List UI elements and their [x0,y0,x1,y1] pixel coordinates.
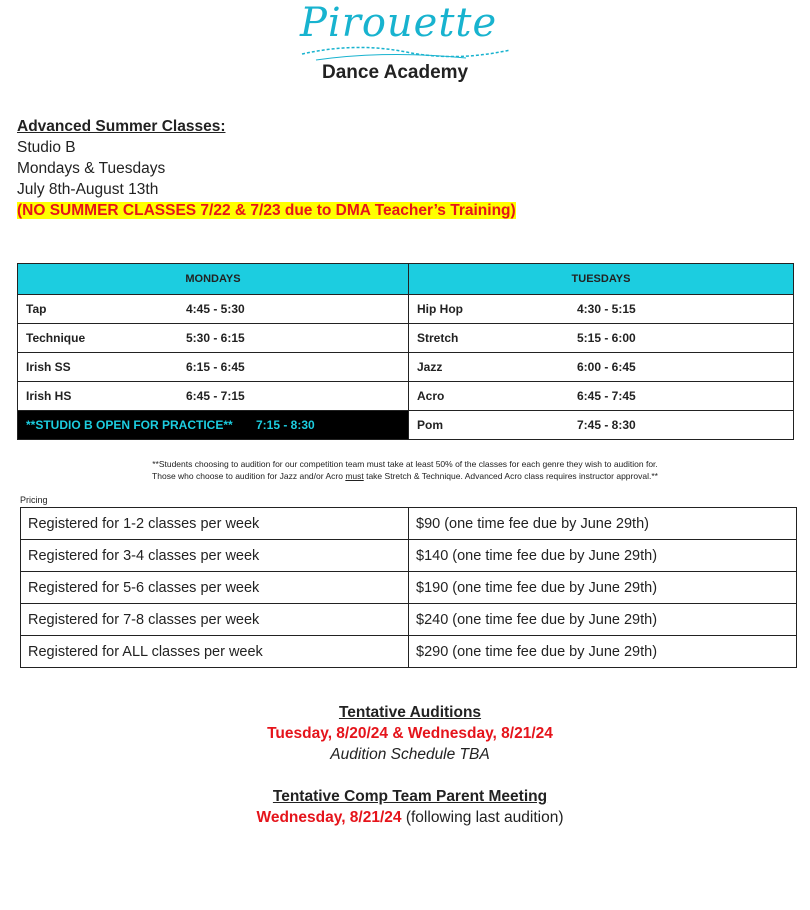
audition-schedule: Audition Schedule TBA [330,746,490,763]
header-mondays: MONDAYS [18,264,409,295]
note-must: must [345,471,364,481]
meeting-heading: Tentative Comp Team Parent Meeting [272,788,548,805]
class-name: Stretch [417,331,459,345]
logo-subtitle: Dance Academy [322,62,469,83]
class-time: 6:00 - 6:45 [577,360,636,374]
note-line-2-end: take Stretch & Technique. Advanced Acro class requires instructor approval.** [363,471,658,481]
pricing-row [21,540,797,572]
schedule-row [18,353,794,382]
class-time: 7:45 - 8:30 [577,418,636,432]
pricing-table [20,507,797,668]
class-name: Tap [26,302,47,316]
schedule-row [18,324,794,353]
class-name: **STUDIO B OPEN FOR PRACTICE** [26,418,233,432]
note-line-1: **Students choosing to audition for our competition team must take at least 50% of the classes for each genre they wish to audition for. [152,459,658,469]
class-time: 7:15 - 8:30 [256,418,315,432]
note-line-2 [0,470,810,482]
class-name: Acro [417,389,445,403]
tuesday-class [409,353,794,382]
intro-studio: Studio B [17,139,76,156]
meeting-details [0,807,810,828]
schedule-header-row [18,264,794,295]
pricing-price: $290 (one time fee due by June 29th) [409,636,797,668]
audition-requirements-note [0,458,810,482]
meeting-date: Wednesday, 8/21/24 [256,809,402,826]
class-time: 5:15 - 6:00 [577,331,636,345]
pricing-price: $240 (one time fee due by June 29th) [409,604,797,636]
schedule-row [18,411,794,440]
pricing-tier: Registered for 3-4 classes per week [21,540,409,572]
tuesday-class [409,324,794,353]
intro-dates: July 8th-August 13th [17,181,159,198]
monday-class [18,382,409,411]
class-schedule-table [17,263,794,440]
class-name: Irish HS [26,389,72,403]
class-name: Pom [417,418,444,432]
pricing-row [21,572,797,604]
monday-class [18,295,409,324]
parent-meeting-block [0,786,810,828]
schedule-row [18,295,794,324]
audition-dates: Tuesday, 8/20/24 & Wednesday, 8/21/24 [267,725,553,742]
class-time: 6:15 - 6:45 [186,360,245,374]
no-class-alert: (NO SUMMER CLASSES 7/22 & 7/23 due to DMA Teacher’s Training) [17,202,516,219]
class-time: 5:30 - 6:15 [186,331,245,345]
class-time: 4:30 - 5:15 [577,302,636,316]
pricing-tier: Registered for 7-8 classes per week [21,604,409,636]
class-time: 6:45 - 7:15 [186,389,245,403]
pricing-row [21,508,797,540]
tuesday-class [409,295,794,324]
class-name: Irish SS [26,360,71,374]
monday-class [18,353,409,382]
class-time: 4:45 - 5:30 [186,302,245,316]
intro-block [17,116,516,221]
meeting-detail: (following last audition) [401,809,564,826]
class-name: Hip Hop [417,302,463,316]
header-tuesdays: TUESDAYS [409,264,794,295]
monday-class [18,324,409,353]
pricing-row [21,604,797,636]
tuesday-class [409,411,794,440]
note-line-2-start: Those who choose to audition for Jazz and/or Acro [152,471,346,481]
pricing-tier: Registered for 5-6 classes per week [21,572,409,604]
class-name: Jazz [417,360,443,374]
pricing-price: $190 (one time fee due by June 29th) [409,572,797,604]
schedule-row [18,382,794,411]
pricing-label: Pricing [20,495,48,505]
class-time: 6:45 - 7:45 [577,389,636,403]
logo-brand-text: Pirouette [300,0,498,46]
auditions-block [0,702,810,765]
class-name: Technique [26,331,86,345]
pricing-price: $140 (one time fee due by June 29th) [409,540,797,572]
open-practice-cell [18,411,409,440]
pricing-tier: Registered for 1-2 classes per week [21,508,409,540]
pricing-row [21,636,797,668]
intro-days: Mondays & Tuesdays [17,160,166,177]
pricing-price: $90 (one time fee due by June 29th) [409,508,797,540]
intro-heading: Advanced Summer Classes: [17,118,226,135]
auditions-heading: Tentative Auditions [338,704,482,721]
academy-logo [296,0,514,92]
tuesday-class [409,382,794,411]
pricing-tier: Registered for ALL classes per week [21,636,409,668]
